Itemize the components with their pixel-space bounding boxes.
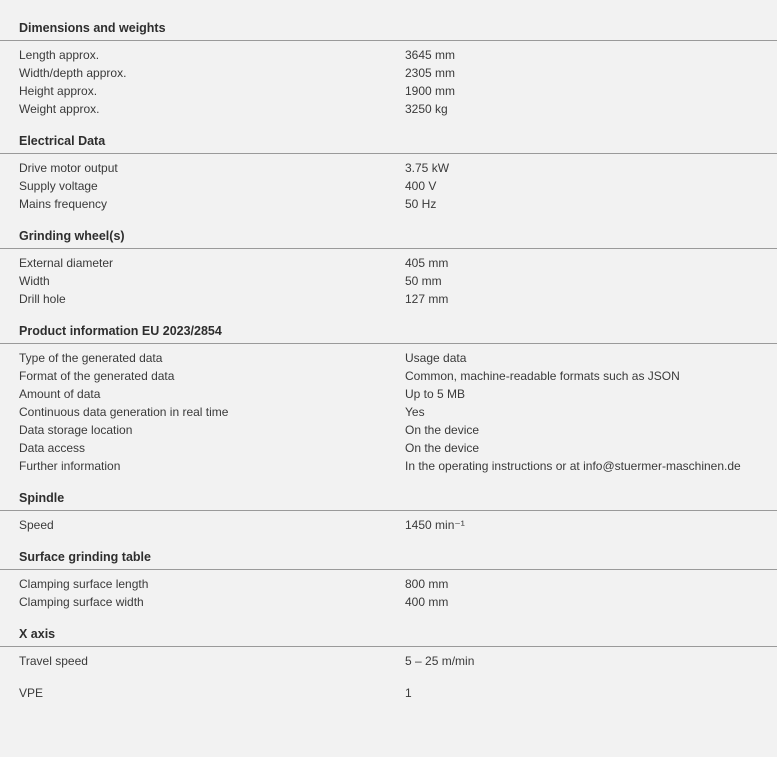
spec-label: Clamping surface length — [19, 577, 149, 591]
spec-row — [0, 159, 777, 177]
spec-value: 405 mm — [405, 256, 449, 270]
spec-row — [0, 272, 777, 290]
spec-value: 3250 kg — [405, 102, 448, 116]
spec-value: Yes — [405, 405, 425, 419]
spec-label: Data storage location — [19, 423, 133, 437]
spec-label: Height approx. — [19, 84, 98, 98]
spec-value: 127 mm — [405, 292, 449, 306]
section-dimensions-weights — [0, 19, 777, 132]
spec-row — [0, 367, 777, 385]
spec-value: In the operating instructions or at info@stuermer-maschinen.de — [405, 459, 741, 473]
section-title: X axis — [0, 625, 777, 647]
spec-row — [0, 82, 777, 100]
spec-value: 800 mm — [405, 577, 449, 591]
spec-label: Supply voltage — [19, 179, 98, 193]
spec-row — [0, 385, 777, 403]
spec-row — [0, 177, 777, 195]
spec-value: 50 mm — [405, 274, 442, 288]
spec-row — [0, 593, 777, 611]
spec-row — [0, 575, 777, 593]
spec-row — [0, 100, 777, 118]
vpe-row — [0, 684, 777, 702]
spec-label: Amount of data — [19, 387, 101, 401]
section-title: Spindle — [0, 489, 777, 511]
spec-label: Mains frequency — [19, 197, 108, 211]
vpe-block — [0, 670, 777, 702]
section-surface-grinding-table — [0, 548, 777, 625]
spec-label: Format of the generated data — [19, 369, 175, 383]
spec-label: Data access — [19, 441, 86, 455]
spec-label: Width — [19, 274, 50, 288]
spec-label: Drive motor output — [19, 161, 118, 175]
section-title: Surface grinding table — [0, 548, 777, 570]
section-title: Grinding wheel(s) — [0, 227, 777, 249]
vpe-value: 1 — [405, 686, 412, 700]
spec-label: Weight approx. — [19, 102, 100, 116]
spec-value: 400 mm — [405, 595, 449, 609]
spec-value: On the device — [405, 441, 480, 455]
spec-row — [0, 349, 777, 367]
spec-value: 3.75 kW — [405, 161, 450, 175]
spec-row — [0, 254, 777, 272]
section-x-axis — [0, 625, 777, 670]
spec-row — [0, 652, 777, 670]
vpe-label: VPE — [19, 686, 44, 700]
section-title: Product information EU 2023/2854 — [0, 322, 777, 344]
spec-label: Drill hole — [19, 292, 66, 306]
spec-label: Speed — [19, 518, 54, 532]
spec-row — [0, 439, 777, 457]
spec-row — [0, 403, 777, 421]
spec-row — [0, 457, 777, 475]
spec-label: Width/depth approx. — [19, 66, 127, 80]
spec-value: 50 Hz — [405, 197, 437, 211]
spec-label: External diameter — [19, 256, 114, 270]
spec-value: On the device — [405, 423, 480, 437]
spec-value: 5 – 25 m/min — [405, 654, 475, 668]
section-product-information — [0, 322, 777, 489]
spec-value: 400 V — [405, 179, 437, 193]
spec-row — [0, 421, 777, 439]
spec-row — [0, 46, 777, 64]
spec-label: Continuous data generation in real time — [19, 405, 229, 419]
section-electrical-data — [0, 132, 777, 227]
section-spindle — [0, 489, 777, 548]
spec-label: Length approx. — [19, 48, 100, 62]
spec-label: Clamping surface width — [19, 595, 144, 609]
spec-value: Common, machine-readable formats such as JSON — [405, 369, 680, 383]
spec-value: 1450 min⁻¹ — [405, 518, 465, 532]
spec-label: Travel speed — [19, 654, 88, 668]
spec-row — [0, 64, 777, 82]
spec-row — [0, 516, 777, 534]
spec-value: 2305 mm — [405, 66, 456, 80]
spec-value: 1900 mm — [405, 84, 456, 98]
spec-value: Up to 5 MB — [405, 387, 466, 401]
spec-value: 3645 mm — [405, 48, 456, 62]
spec-value: Usage data — [405, 351, 467, 365]
section-grinding-wheels — [0, 227, 777, 322]
section-title: Dimensions and weights — [0, 19, 777, 41]
spec-row — [0, 195, 777, 213]
spec-label: Type of the generated data — [19, 351, 163, 365]
spec-row — [0, 290, 777, 308]
spec-label: Further information — [19, 459, 121, 473]
section-title: Electrical Data — [0, 132, 777, 154]
